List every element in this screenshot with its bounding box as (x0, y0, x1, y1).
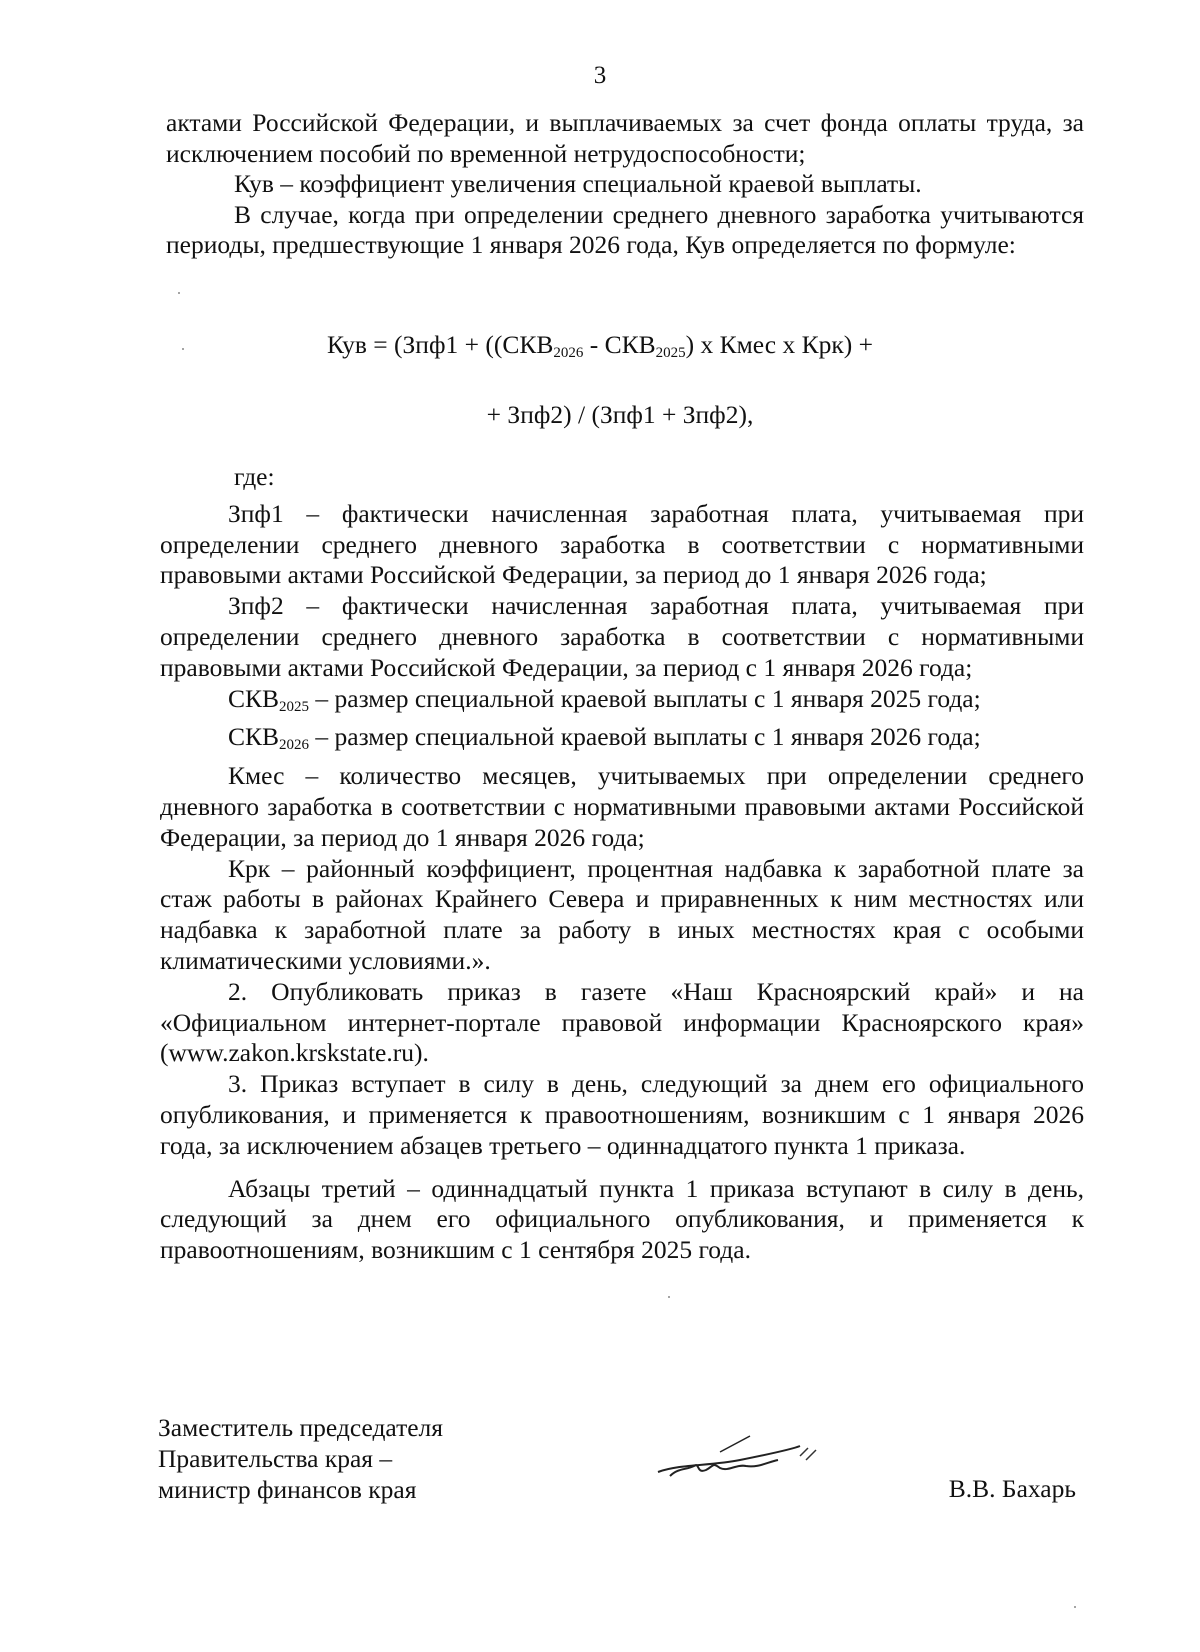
page-number: 3 (593, 62, 607, 89)
scan-speck (1074, 1606, 1076, 1608)
def-zpf2: Зпф2 – фактически начисленная заработная плата, учитываемая при определении среднего дневного заработка в соответствии с нормативными правовыми актами Российской Федерации, за период с 1 января 2026 года; (160, 591, 1084, 682)
formula-part-a: Кув = (Зпф1 + ((СКВ (327, 330, 554, 359)
intro-paragraph-1: актами Российской Федерации, и выплачиваемых за счет фонда оплаты труда, за исключением пособий по временной нетрудоспособности; (166, 108, 1084, 168)
intro-paragraph-2: Кув – коэффициент увеличения специальной краевой выплаты. (234, 169, 922, 198)
signatory-line-2: Правительства края – (158, 1444, 393, 1473)
formula-line-2: + Зпф2) / (Зпф1 + Зпф2), (486, 400, 754, 429)
item-2-publish: 2. Опубликовать приказ в газете «Наш Красноярский край» и на «Официальном интернет-портале правовой информации Красноярского края» (www.zakon.krskstate.ru). (160, 976, 1084, 1068)
skv2025-text: – размер специальной краевой выплаты с 1 января 2025 года; (309, 683, 981, 713)
item-3-effective: 3. Приказ вступает в силу в день, следующий за днем его официального опубликования, и применяется к правоотношениям, возникшим с 1 января 2026 года, за исключением абзацев третьего – одиннадцатого пункта 1 приказа. (160, 1069, 1084, 1160)
intro-block (166, 108, 1084, 261)
signatory-name: В.В. Бахарь (948, 1474, 1076, 1503)
skv2026-sub: 2026 (279, 737, 310, 754)
formula-line-1 (0, 330, 1200, 362)
formula-part-c: ) х Кмес х Крк) + (685, 330, 873, 359)
where-label: где: (234, 462, 275, 491)
paragraphs-effective: Абзацы третий – одиннадцатый пункта 1 приказа вступают в силу в день, следующий за днем его официального опубликования, и применяется к правоотношениям, возникшим с 1 сентября 2025 года. (160, 1173, 1084, 1265)
scan-speck (668, 1296, 670, 1298)
def-skv2025 (160, 684, 1084, 723)
formula-part-b: - СКВ (583, 330, 656, 359)
formula-sub-2026: 2026 (553, 345, 584, 361)
def-skv2026 (160, 722, 1084, 761)
def-zpf1: Зпф1 – фактически начисленная заработная плата, учитываемая при определении среднего дневного заработка в соответствии с нормативными правовыми актами Российской Федерации, за период до 1 января 2026 года; (160, 498, 1084, 590)
definitions-block (160, 462, 1084, 1266)
signatory-title (158, 1412, 443, 1505)
intro-paragraph-3: В случае, когда при определении среднего дневного заработка учитываются периоды, предшествующие 1 января 2026 года, Кув определяется по формуле: (166, 199, 1084, 259)
scan-speck (182, 348, 184, 350)
scan-speck (178, 292, 180, 294)
signatory-line-1: Заместитель председателя (158, 1413, 443, 1442)
handwritten-signature (650, 1426, 840, 1486)
formula-sub-2025: 2025 (655, 345, 686, 361)
skv2026-text: – размер специальной краевой выплаты с 1 января 2026 года; (309, 722, 981, 752)
skv2025-sub: 2025 (279, 698, 310, 715)
signatory-line-3: министр финансов края (158, 1475, 417, 1504)
skv2025-prefix: СКВ (228, 683, 280, 713)
def-krk: Крк – районный коэффициент, процентная надбавка к заработной плате за стаж работы в районах Крайнего Севера и приравненных к ним местностях или надбавка к заработной плате за работу в иных местностях края с особыми климатическими условиями.». (160, 853, 1084, 975)
skv2026-prefix: СКВ (228, 722, 280, 752)
def-kmes: Кмес – количество месяцев, учитываемых при определении среднего дневного заработка в соответствии с нормативными правовыми актами Российской Федерации, за период до 1 января 2026 года; (160, 761, 1084, 852)
